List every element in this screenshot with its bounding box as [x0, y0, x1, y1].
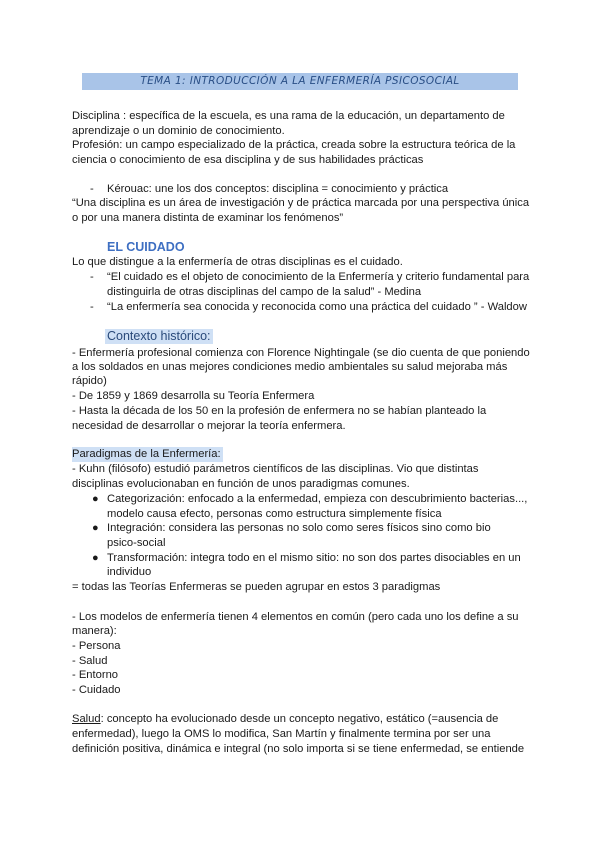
dash-marker: -	[90, 301, 94, 313]
modelos-item-entorno: - Entorno	[72, 669, 119, 681]
contexto-line-3: rápido)	[72, 375, 107, 387]
kerouac-bullet: Kérouac: une los dos conceptos: disciplina = conocimiento y práctica	[107, 183, 449, 195]
cuidado-line-1: Lo que distingue a la enfermería de otras disciplinas es el cuidado.	[72, 256, 403, 268]
paradigma-integracion-2: psico-social	[107, 537, 166, 549]
paradigmas-line-1: - Kuhn (filósofo) estudió parámetros científicos de las disciplinas. Vio que distintas	[72, 463, 479, 475]
paradigmas-line-2: disciplinas evolucionaban en función de unos paradigmas comunes.	[72, 478, 410, 490]
salud-text-1: : concepto ha evolucionado desde un concepto negativo, estático (=ausencia de	[100, 713, 499, 725]
cuidado-bullet-1b: distinguirla de otras disciplinas del campo de la salud” - Medina	[107, 286, 422, 298]
modelos-line-1: - Los modelos de enfermería tienen 4 elementos en común (pero cada uno los define a su	[72, 611, 519, 623]
contexto-line-5: - Hasta la década de los 50 en la profesión de enfermera no se habían planteado la	[72, 405, 487, 417]
modelos-item-salud: - Salud	[72, 655, 108, 667]
contexto-line-1: - Enfermería profesional comienza con Florence Nightingale (se dio cuenta de que poniendo	[72, 347, 530, 359]
cuidado-bullet-2: “La enfermería sea conocida y reconocida como una práctica del cuidado ” - Waldow	[107, 301, 527, 313]
contexto-line-6: necesidad de desarrollar o mejorar la teoría enfermera.	[72, 420, 346, 432]
modelos-item-persona: - Persona	[72, 640, 121, 652]
section-heading-paradigmas: Paradigmas de la Enfermería:	[72, 448, 221, 460]
intro-line-3: Profesión: un campo especializado de la práctica, creada sobre la estructura teórica de la	[72, 139, 516, 151]
dash-marker: -	[90, 183, 94, 195]
modelos-line-2: manera):	[72, 625, 117, 637]
paradigma-categorizacion-2: modelo causa efecto, personas como estructura simplemente física	[107, 508, 442, 520]
paradigma-integracion-1: Integración: considera las personas no solo como seres físicos sino como bio	[107, 522, 491, 534]
bullet-marker: ●	[92, 522, 99, 534]
paradigmas-summary: = todas las Teorías Enfermeras se pueden agrupar en estos 3 paradigmas	[72, 581, 441, 593]
intro-line-1: Disciplina : específica de la escuela, es una rama de la educación, un departamento de	[72, 110, 505, 122]
bullet-marker: ●	[92, 552, 99, 564]
salud-line-3: definición positiva, dinámica e integral (no solo importa si se tiene enfermedad, se entiende	[72, 743, 525, 755]
contexto-line-2: a los soldados en unas mejores condiciones medio ambientales su salud mejoraba más	[72, 361, 508, 373]
dash-marker: -	[90, 271, 94, 283]
intro-line-4: ciencia o conocimiento de esa disciplina y de sus habilidades prácticas	[72, 154, 424, 166]
paradigma-transformacion-1: Transformación: integra todo en el mismo sitio: no son dos partes disociables en un	[107, 552, 521, 564]
salud-line-1	[72, 712, 498, 727]
salud-term: Salud	[72, 713, 101, 725]
section-heading-cuidado: EL CUIDADO	[107, 240, 185, 254]
page-title: TEMA 1: INTRODUCCIÓN A LA ENFERMERÍA PSICOSOCIAL	[140, 75, 460, 87]
section-heading-contexto: Contexto histórico:	[107, 329, 211, 343]
cuidado-bullet-1a: “El cuidado es el objeto de conocimiento de la Enfermería y criterio fundamental para	[107, 271, 530, 283]
kerouac-quote-1: “Una disciplina es un área de investigación y de práctica marcada por una perspectiva única	[72, 197, 530, 209]
paradigma-categorizacion-1: Categorización: enfocado a la enfermedad, empieza con descubrimiento bacterias...,	[107, 493, 528, 505]
bullet-marker: ●	[92, 493, 99, 505]
intro-line-2: aprendizaje o un dominio de conocimiento.	[72, 125, 285, 137]
salud-line-2: enfermedad), luego la OMS lo modifica, San Martín y finalmente termina por ser una	[72, 728, 491, 740]
kerouac-quote-2: o por una manera distinta de examinar los fenómenos”	[72, 212, 344, 224]
contexto-line-4: - De 1859 y 1869 desarrolla su Teoría Enfermera	[72, 390, 315, 402]
paradigma-transformacion-2: individuo	[107, 566, 152, 578]
modelos-item-cuidado: - Cuidado	[72, 684, 121, 696]
